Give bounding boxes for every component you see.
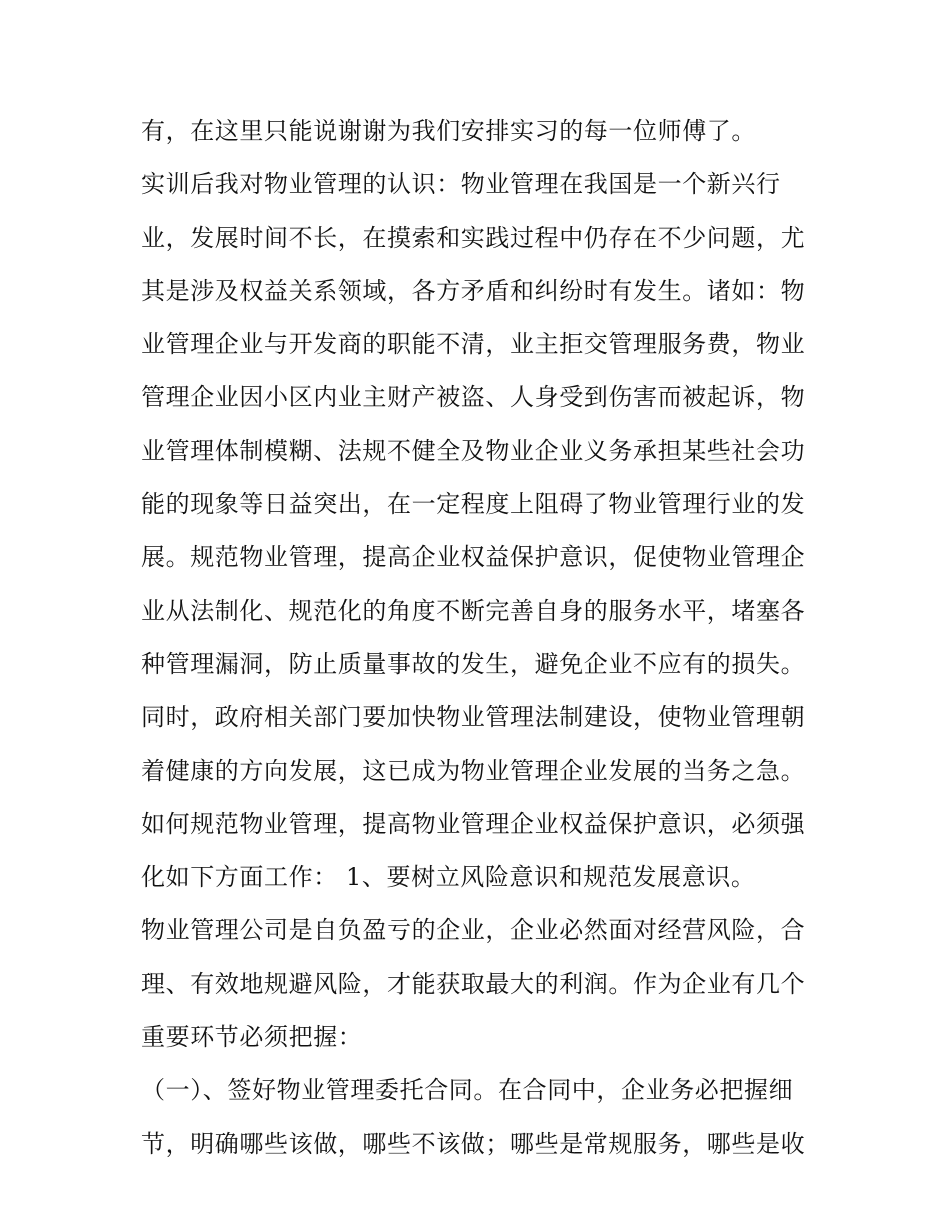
- text-line: 管理企业因小区内业主财产被盗、人身受到伤害而被起诉，物: [141, 383, 806, 412]
- text-line: 物业管理公司是自负盈亏的企业，企业必然面对经营风险，合: [141, 916, 806, 945]
- text-line: 化如下方面工作： 1、要树立风险意识和规范发展意识。: [141, 863, 756, 892]
- text-line: 业，发展时间不长，在摸索和实践过程中仍存在不少问题，尤: [141, 223, 806, 252]
- text-line: 节，明确哪些该做，哪些不该做；哪些是常规服务，哪些是收: [141, 1129, 806, 1158]
- text-line: 实训后我对物业管理的认识：物业管理在我国是一个新兴行: [141, 170, 781, 199]
- text-line: 能的现象等日益突出，在一定程度上阻碍了物业管理行业的发: [141, 490, 806, 519]
- text-line: 其是涉及权益关系领域，各方矛盾和纠纷时有发生。诸如：物: [141, 276, 806, 305]
- text-line: 业从法制化、规范化的角度不断完善自身的服务水平，堵塞各: [141, 596, 806, 625]
- text-line: 如何规范物业管理，提高物业管理企业权益保护意识，必须强: [141, 809, 806, 838]
- text-line: （一）、签好物业管理委托合同。在合同中，企业务必把握细: [141, 1076, 794, 1105]
- text-line: 业管理体制模糊、法规不健全及物业企业义务承担某些社会功: [141, 436, 806, 465]
- text-line: 种管理漏洞，防止质量事故的发生，避免企业不应有的损失。: [141, 649, 806, 678]
- text-line: 展。规范物业管理，提高企业权益保护意识，促使物业管理企: [141, 543, 806, 572]
- text-line: 业管理企业与开发商的职能不清，业主拒交管理服务费，物业: [141, 330, 806, 359]
- text-line: 理、有效地规避风险，才能获取最大的利润。作为企业有几个: [141, 969, 806, 998]
- text-line: 有，在这里只能说谢谢为我们安排实习的每一位师傅了。: [141, 117, 756, 145]
- text-line: 着健康的方向发展，这已成为物业管理企业发展的当务之急。: [141, 756, 806, 785]
- text-line: 同时，政府相关部门要加快物业管理法制建设，使物业管理朝: [141, 703, 806, 732]
- text-line: 重要环节必须把握：: [141, 1023, 363, 1052]
- body-text: [141, 108, 821, 1174]
